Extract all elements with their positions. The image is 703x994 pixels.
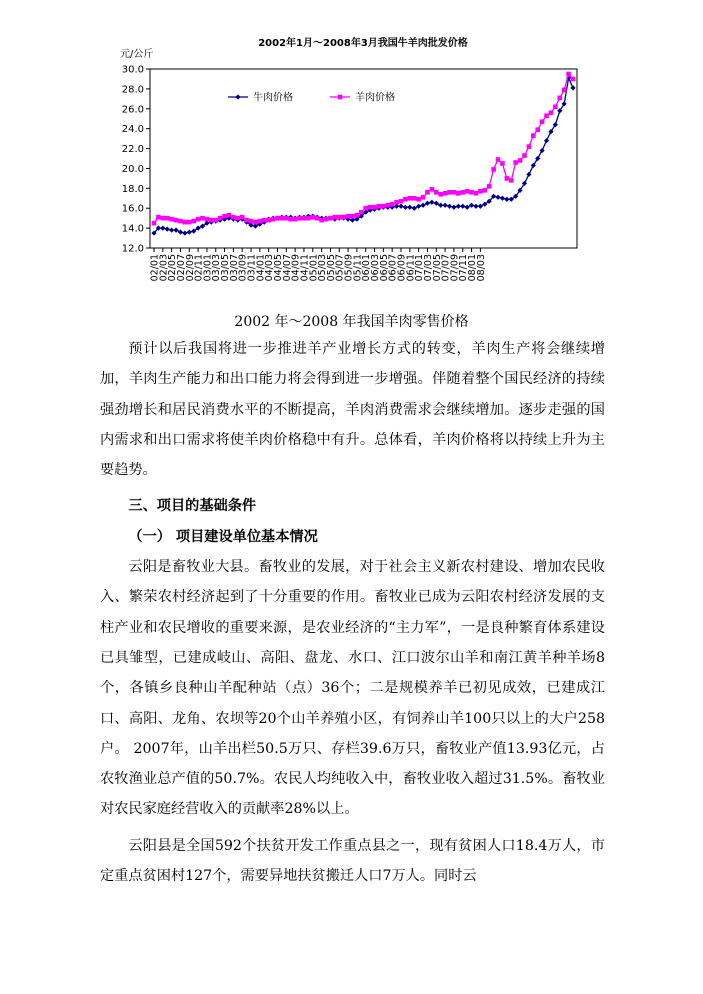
mutton-price-point xyxy=(262,218,267,223)
mutton-price-point xyxy=(161,216,166,221)
x-tick-label: 08/01 xyxy=(467,254,479,282)
mutton-price-point xyxy=(553,104,558,109)
x-tick-label: 05/05 xyxy=(325,254,337,282)
x-tick-label: 06/03 xyxy=(370,254,382,282)
mutton-price-point xyxy=(452,190,457,195)
x-tick-label: 02/07 xyxy=(175,254,187,282)
mutton-price-point xyxy=(399,199,404,204)
y-tick-label: 12.0 xyxy=(121,243,144,255)
mutton-price-point xyxy=(187,220,192,225)
x-tick-label: 06/05 xyxy=(378,254,390,282)
mutton-price-point xyxy=(165,216,170,221)
mutton-price-point xyxy=(447,190,452,195)
x-tick-label: 07/09 xyxy=(449,254,461,282)
mutton-price-point xyxy=(438,192,443,197)
x-tick-label: 03/05 xyxy=(220,254,232,282)
mutton-price-point xyxy=(297,216,302,221)
mutton-price-point xyxy=(328,216,333,221)
mutton-price-point xyxy=(209,218,214,223)
mutton-price-point xyxy=(527,144,532,149)
x-tick-label: 06/11 xyxy=(405,254,417,282)
x-tick-label: 08/03 xyxy=(475,254,487,282)
x-tick-label: 04/03 xyxy=(264,254,276,282)
mutton-price-point xyxy=(372,205,377,210)
mutton-price-point xyxy=(535,127,540,132)
mutton-price-point xyxy=(302,216,307,221)
mutton-price-point xyxy=(222,214,227,219)
mutton-price-point xyxy=(522,153,527,158)
mutton-price-point xyxy=(363,206,368,211)
y-tick-label: 20.0 xyxy=(121,163,144,175)
subsection-heading: （一） 项目建设单位基本情况 xyxy=(128,528,318,545)
x-tick-label: 02/11 xyxy=(193,254,205,282)
mutton-price-point xyxy=(156,215,161,220)
mutton-price-point xyxy=(368,205,373,210)
y-tick-label: 24.0 xyxy=(121,124,144,136)
mutton-price-point xyxy=(566,72,571,77)
mutton-price-point xyxy=(412,196,417,201)
x-tick-label: 06/09 xyxy=(396,254,408,282)
x-tick-label: 04/11 xyxy=(299,254,311,282)
mutton-price-point xyxy=(487,184,492,189)
chart-caption: 2002 年～2008 年我国羊肉零售价格 xyxy=(234,314,469,330)
mutton-price-point xyxy=(200,216,205,221)
mutton-price-point xyxy=(169,217,174,222)
mutton-price-point xyxy=(213,218,218,223)
x-tick-label: 03/07 xyxy=(228,254,240,282)
mutton-price-point xyxy=(341,215,346,220)
mutton-price-point xyxy=(355,213,360,218)
x-tick-label: 04/01 xyxy=(255,254,267,282)
x-tick-label: 07/07 xyxy=(440,254,452,282)
mutton-price-point xyxy=(496,157,501,162)
x-tick-label: 05/01 xyxy=(308,254,320,282)
mutton-price-point xyxy=(390,202,395,207)
mutton-price-point xyxy=(293,217,298,222)
x-tick-label: 07/01 xyxy=(414,254,426,282)
mutton-price-point xyxy=(469,190,474,195)
x-tick-label: 04/09 xyxy=(290,254,302,282)
y-tick-label: 26.0 xyxy=(121,104,144,116)
mutton-price-point xyxy=(227,213,232,218)
mutton-price-point xyxy=(421,195,426,200)
mutton-price-point xyxy=(346,214,351,219)
y-axis-unit-label: 元/公斤 xyxy=(120,49,154,60)
mutton-price-point xyxy=(275,216,280,221)
mutton-price-point xyxy=(408,196,413,201)
mutton-price-point xyxy=(518,158,523,163)
mutton-price-point xyxy=(333,215,338,220)
paragraph-yunyang: 云阳是畜牧业大县。畜牧业的发展，对于社会主义新农村建设、增加农民收入、繁荣农村经济起到了十分重要的作用。畜牧业已成为云阳农村经济发展的支柱产业和农民增收的重要来源，是农业经济的“主力军”，一是良种繁育体系建设已具雏型，已建成岐山、高阳、盘龙、水口、江口波尔山羊和南江黄羊种羊场8个，各镇乡良种山羊配种站（点）36个；二是规模养羊已初见成效，已建成江口、高阳、龙角、农坝等20个山羊养殖小区，有饲养山羊100只以上的大户258户。 2007年，山羊出栏50.5万只、存栏39.6万只，畜牧业产值13.93亿元，占农牧渔业总产值的50.7%。农民人均纯收入中，畜牧业收入超过31.5%。畜牧业对农民家庭经营收入的贡献率28%以上。 xyxy=(100,559,605,818)
legend-label: 牛肉价格 xyxy=(253,92,293,104)
mutton-price-point xyxy=(284,216,289,221)
x-tick-label: 05/09 xyxy=(343,254,355,282)
y-tick-label: 30.0 xyxy=(121,64,144,76)
x-tick-label: 02/05 xyxy=(167,254,179,282)
mutton-price-point xyxy=(271,217,276,222)
paragraph-outlook: 预计以后我国将进一步推进羊产业增长方式的转变，羊肉生产将会继续增加，羊肉生产能力和出口能力将会得到进一步增强。伴随着整个国民经济的持续强劲增长和居民消费水平的不断提高，羊肉消费需求会继续增加。逐步走强的国内需求和出口需求将使羊肉价格稳中有升。总体看，羊肉价格将以持续上升为主要趋势。 xyxy=(100,341,605,479)
mutton-price-point xyxy=(500,161,505,166)
mutton-price-point xyxy=(253,220,258,225)
mutton-price-point xyxy=(557,96,562,101)
mutton-price-point xyxy=(531,133,536,138)
mutton-price-point xyxy=(478,189,483,194)
mutton-price-point xyxy=(430,187,435,192)
y-tick-label: 14.0 xyxy=(121,223,144,235)
x-tick-label: 02/01 xyxy=(149,254,161,282)
x-tick-label: 07/03 xyxy=(422,254,434,282)
mutton-price-point xyxy=(240,215,245,220)
x-tick-label: 03/09 xyxy=(237,254,249,282)
mutton-price-point xyxy=(549,110,554,115)
mutton-price-point xyxy=(474,191,479,196)
x-tick-label: 05/03 xyxy=(317,254,329,282)
mutton-price-point xyxy=(394,200,399,205)
y-tick-label: 16.0 xyxy=(121,203,144,215)
mutton-price-point xyxy=(319,218,324,223)
y-tick-label: 18.0 xyxy=(121,183,144,195)
x-tick-label: 03/11 xyxy=(246,254,258,282)
mutton-price-point xyxy=(174,218,179,223)
mutton-price-point xyxy=(315,216,320,221)
mutton-price-point xyxy=(509,178,514,183)
x-tick-label: 05/07 xyxy=(334,254,346,282)
chart-svg xyxy=(100,28,600,328)
mutton-price-point xyxy=(266,218,271,223)
mutton-price-point xyxy=(205,217,210,222)
mutton-price-point xyxy=(460,190,465,195)
x-tick-label: 03/03 xyxy=(211,254,223,282)
mutton-price-point xyxy=(191,219,196,224)
mutton-price-point xyxy=(288,217,293,222)
mutton-price-point xyxy=(244,218,249,223)
body-text xyxy=(100,334,605,891)
mutton-price-point xyxy=(443,191,448,196)
mutton-price-point xyxy=(183,220,188,225)
x-tick-label: 02/03 xyxy=(158,254,170,282)
x-tick-label: 05/11 xyxy=(352,254,364,282)
mutton-price-point xyxy=(434,190,439,195)
mutton-price-point xyxy=(416,197,421,202)
y-tick-label: 22.0 xyxy=(121,144,144,156)
y-tick-label: 28.0 xyxy=(121,84,144,96)
mutton-price-point xyxy=(152,221,157,226)
mutton-price-point xyxy=(178,219,183,224)
mutton-price-point xyxy=(403,197,408,202)
legend-marker-square xyxy=(338,95,343,100)
mutton-price-point xyxy=(337,215,342,220)
mutton-price-point xyxy=(381,204,386,209)
mutton-price-point xyxy=(359,210,364,215)
paragraph-poverty: 云阳县是全国592个扶贫开发工作重点县之一，现有贫困人口18.4万人，市定重点贫困村127个，需要异地扶贫搬迁人口7万人。同时云 xyxy=(100,837,605,885)
chart-title: 2002年1月～2008年3月我国牛羊肉批发价格 xyxy=(258,38,468,49)
x-tick-label: 07/11 xyxy=(458,254,470,282)
mutton-price-point xyxy=(540,119,545,124)
mutton-price-point xyxy=(218,216,223,221)
x-tick-label: 02/09 xyxy=(184,254,196,282)
mutton-price-point xyxy=(505,176,510,181)
mutton-price-point xyxy=(571,77,576,82)
mutton-price-point xyxy=(377,204,382,209)
mutton-price-point xyxy=(544,113,549,118)
mutton-price-point xyxy=(310,215,315,220)
mutton-price-point xyxy=(236,216,241,221)
mutton-price-point xyxy=(306,216,311,221)
mutton-price-point xyxy=(562,88,567,93)
mutton-price-point xyxy=(425,190,430,195)
section-heading: 三、项目的基础条件 xyxy=(128,498,257,515)
x-tick-label: 06/07 xyxy=(387,254,399,282)
legend-label: 羊肉价格 xyxy=(355,92,395,104)
mutton-price-point xyxy=(491,167,496,172)
mutton-price-point xyxy=(258,219,263,224)
x-tick-label: 04/07 xyxy=(281,254,293,282)
x-tick-label: 03/01 xyxy=(202,254,214,282)
mutton-price-point xyxy=(231,215,236,220)
x-tick-label: 06/01 xyxy=(361,254,373,282)
price-chart xyxy=(100,28,600,328)
mutton-price-point xyxy=(465,189,470,194)
mutton-price-point xyxy=(196,217,201,222)
mutton-price-point xyxy=(350,214,355,219)
mutton-price-point xyxy=(482,188,487,193)
x-tick-label: 07/05 xyxy=(431,254,443,282)
mutton-price-point xyxy=(456,191,461,196)
mutton-price-point xyxy=(280,216,285,221)
mutton-price-point xyxy=(513,160,518,165)
mutton-price-point xyxy=(249,219,254,224)
mutton-price-point xyxy=(385,203,390,208)
x-tick-label: 04/05 xyxy=(272,254,284,282)
mutton-price-point xyxy=(324,217,329,222)
